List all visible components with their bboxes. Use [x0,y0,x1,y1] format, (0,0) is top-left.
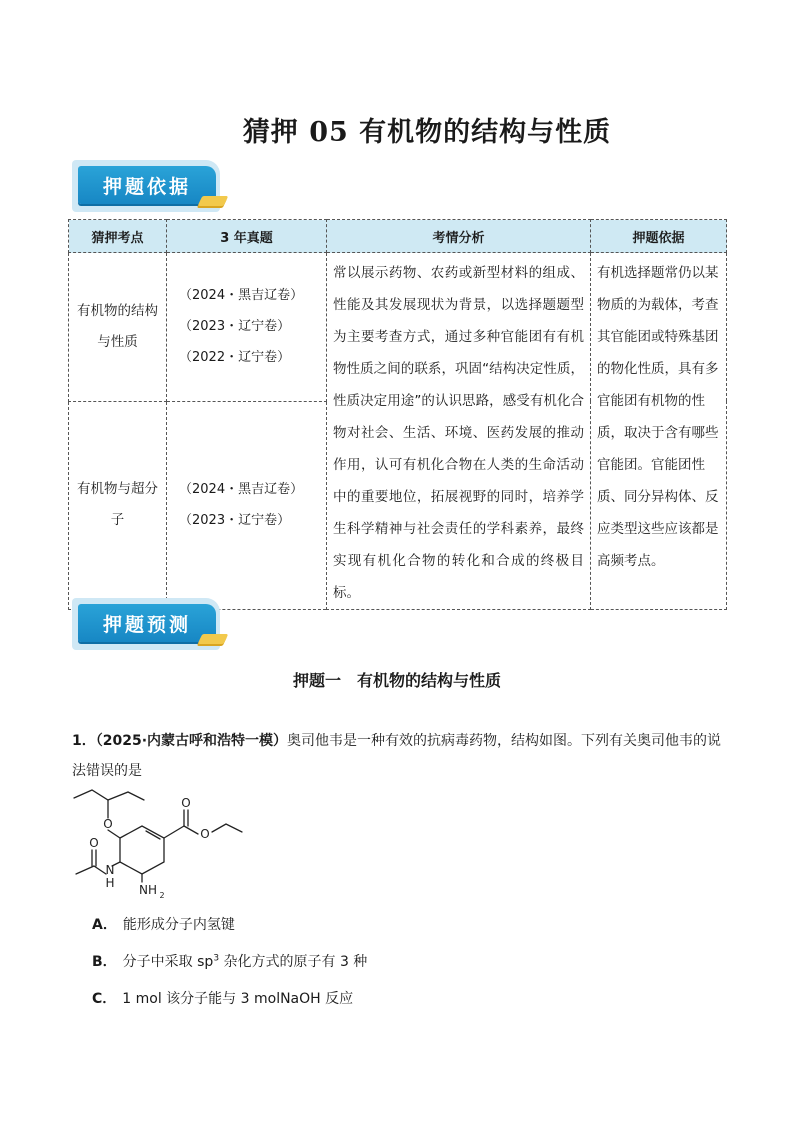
prediction-basis: 有机选择题常仍以某物质的为载体，考查其官能团或特殊基团的物化性质，具有多官能团有机物的性质，取决于含有哪些官能团。官能团性质、同分异构体、反应类型这些应该都是高频考点。 [591,253,727,610]
question-stem [72,726,732,786]
option-text: 杂化方式的原子有 3 种 [219,954,368,970]
past-exam-item: （2024・黑吉辽卷） [179,288,304,304]
option-letter: A． [92,917,117,933]
oseltamivir-structure-figure [70,786,260,904]
atom-label: N [105,863,115,877]
atom-label: O [89,836,99,850]
question-number: 1． [72,733,96,749]
section-title: 押题一 有机物的结构与性质 [292,671,501,690]
option-a[interactable] [92,914,235,934]
option-letter: B． [92,954,117,970]
option-c[interactable] [92,988,353,1008]
section-banner-basis [72,160,232,216]
past-exam-item: （2022・辽宁卷） [179,350,291,366]
option-text: 能形成分子内氢键 [122,917,235,933]
atom-label: O [103,817,113,831]
option-text: 1 mol 该分子能与 3 molNaOH 反应 [122,991,354,1007]
banner-label: 押题预测 [78,604,216,642]
exam-point: 有机物的结构与性质 [69,253,167,402]
past-exams [167,253,327,402]
exam-point: 有机物与超分子 [69,401,167,609]
option-b[interactable] [92,951,367,971]
book-icon [198,196,229,206]
table-header: 3 年真题 [167,220,327,253]
table-header: 猜押考点 [69,220,167,253]
table-header: 押题依据 [591,220,727,253]
option-text: 分子中采取 sp [122,954,214,970]
question-source: （2025·内蒙古呼和浩特一模） [95,733,288,749]
atom-subscript: 2 [159,891,165,900]
question-text: 奥司他韦是一种有效的抗病毒药物，结构如图。下列有关奥司他韦的说法错误的是 [72,733,722,779]
prediction-basis-table [68,219,727,610]
atom-label: O [200,827,210,841]
atom-label: H [105,876,115,890]
atom-label: NH [139,883,157,897]
past-exam-item: （2023・辽宁卷） [179,513,291,529]
banner-label: 押题依据 [78,166,216,204]
option-superscript: 3 [213,953,220,964]
past-exams [167,401,327,609]
past-exam-item: （2024・黑吉辽卷） [179,482,304,498]
table-header: 考情分析 [327,220,591,253]
option-letter: C． [92,991,117,1007]
section-banner-prediction [72,598,232,654]
book-icon [198,634,229,644]
atom-label: O [181,796,191,810]
page-title: 猜押 05 有机物的结构与性质 [242,117,612,148]
past-exam-item: （2023・辽宁卷） [179,319,291,335]
exam-analysis: 常以展示药物、农药或新型材料的组成、性能及其发展现状为背景，以选择题题型为主要考查方式，通过多种官能团有有机物性质之间的联系，巩固“结构决定性质，性质决定用途”的认识思路，感受有机化合物对社会、生活、环境、医药发展的推动作用，认可有机化合物在人类的生命活动中的重要地位，拓展视野的同时，培养学生科学精神与社会责任的学科素养，最终实现有机化合物的转化和合成的终极目标。 [327,253,591,610]
